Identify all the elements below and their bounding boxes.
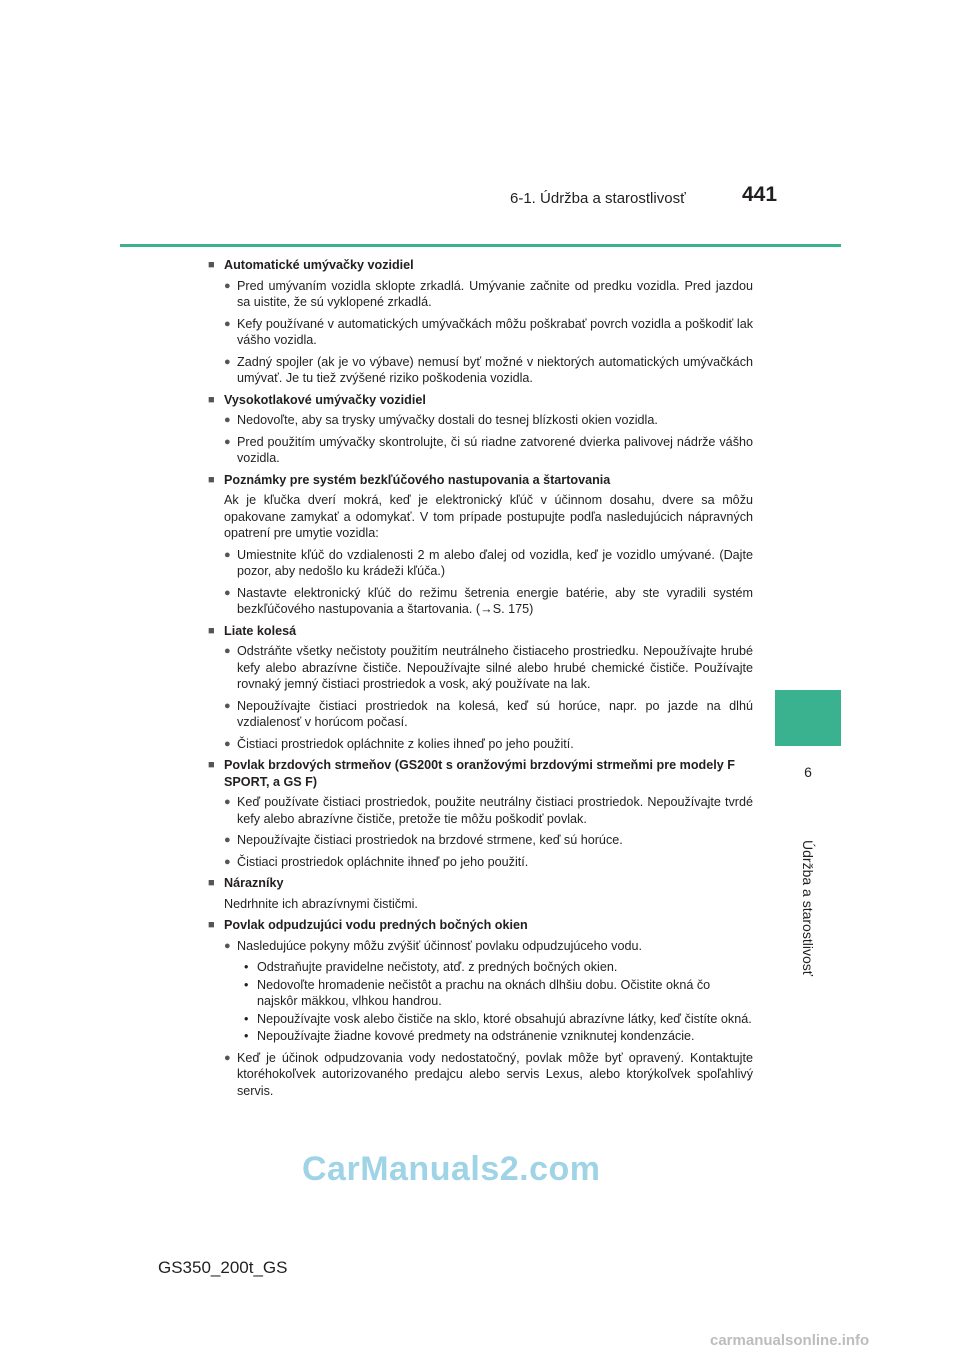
section-heading: ■ Nárazníky [208,876,284,890]
list-item: ● Nastavte elektronický kľúč do režimu šetrenia energie batérie, aby ste vyradili systém bezkľúčového nastupovania a štartovania. (→S. 175) [224,585,753,616]
circle-bullet-icon: ● [224,355,231,368]
sub-list-item: • Nepoužívajte vosk alebo čističe na sklo, ktoré obsahujú abrazívne látky, keď čistíte okná. [244,1011,752,1026]
paragraph: Ak je kľučka dverí mokrá, keď je elektronický kľúč v účinnom dosahu, dvere sa môžu opakovane zamykať a odomykať. V tom prípade postupujte podľa nasledujúcich nápravných opatrení pre umytie vozidla: [224,493,753,540]
list-item: ● Nasledujúce pokyny môžu zvýšiť účinnosť povlaku odpudzujúceho vodu. [224,938,642,953]
section-heading: ■ Automatické umývačky vozidiel [208,258,414,272]
square-bullet-icon: ■ [208,259,215,271]
section-heading: ■ Poznámky pre systém bezkľúčového nastupovania a štartovania [208,472,611,487]
circle-bullet-icon: ● [224,435,231,448]
list-item: ● Keď používate čistiaci prostriedok, použite neutrálny čistiaci prostriedok. Nepoužívajte tvrdé kefy alebo abrazívne čističe, pretože tie môžu poškodiť povlak. [224,795,753,826]
square-bullet-icon: ■ [208,473,215,486]
square-bullet-icon: ■ [208,877,215,889]
circle-bullet-icon: ● [224,699,231,712]
paragraph: Nedrhnite ich abrazívnymi čističmi. [224,896,418,911]
list-item: ● Čistiaci prostriedok opláchnite z kolies ihneď po jeho použití. [224,736,574,751]
list-item: ● Nedovoľte, aby sa trysky umývačky dostali do tesnej blízkosti okien vozidla. [224,413,658,427]
list-item: ● Keď je účinok odpudzovania vody nedostatočný, povlak môže byť opravený. Kontaktujte ktoréhokoľvek autorizovaného predajcu alebo servis Lexus, alebo ktorýkoľvek spoľahlivý servis. [224,1050,753,1098]
watermark-logo: CarManuals2.com [302,1150,601,1188]
square-bullet-icon: ■ [208,393,215,406]
circle-bullet-icon: ● [224,548,231,561]
circle-bullet-icon: ● [224,855,231,868]
circle-bullet-icon: ● [224,279,231,292]
square-bullet-icon: ■ [208,624,215,637]
page-content [208,255,753,1104]
page-number: 441 [742,183,778,206]
sub-list-item: • Nepoužívajte žiadne kovové predmety na odstránenie vzniknutej kondenzácie. [244,1029,695,1043]
section-heading: ■ Povlak odpudzujúci vodu predných bočných okien [208,918,528,932]
sub-list-item: • Odstraňujte pravidelne nečistoty, atď. z predných bočných okien. [244,960,618,974]
header-divider [120,244,841,247]
footer-model-code: GS350_200t_GS [158,1258,288,1277]
list-item: ● Čistiaci prostriedok opláchnite ihneď po jeho použití. [224,854,529,869]
circle-bullet-icon: ● [224,737,231,750]
list-item: ● Nepoužívajte čistiaci prostriedok na kolesá, keď sú horúce, napr. po jazde na dlhú vzdialenosť v horúcom počasí. [224,698,753,729]
list-item: ● Pred použitím umývačky skontrolujte, či sú riadne zatvorené dvierka palivovej nádrže vášho vozidla. [224,434,753,465]
circle-bullet-icon: ● [224,796,231,808]
section-heading: ■ Liate kolesá [208,623,297,638]
circle-bullet-icon: ● [224,317,231,330]
circle-bullet-icon: ● [224,939,231,952]
circle-bullet-icon: ● [224,414,231,426]
circle-bullet-icon: ● [224,834,231,846]
sub-list-item: • Nedovoľte hromadenie nečistôt a prachu na oknách dlhšiu dobu. Očistite okná čo najskôr mäkkou, vlhkou handrou. [244,977,711,1008]
corner-watermark: carmanualsonline.info [710,1332,870,1349]
circle-bullet-icon: ● [224,586,231,599]
section-title: 6-1. Údržba a starostlivosť [510,190,686,207]
chapter-number: 6 [804,764,812,780]
list-item: ● Nepoužívajte čistiaci prostriedok na brzdové strmene, keď sú horúce. [224,833,623,847]
circle-bullet-icon: ● [224,645,231,657]
chapter-tab [775,690,841,746]
list-item: ● Umiestnite kľúč do vzdialenosti 2 m alebo ďalej od vozidla, keď je vozidlo umývané. (Dajte pozor, aby nedošlo ku krádeži kľúča.) [224,547,753,578]
list-item: ● Kefy používané v automatických umývačkách môžu poškrabať povrch vozidla a poškodiť lak vášho vozidla. [224,316,753,347]
list-item: ● Zadný spojler (ak je vo výbave) nemusí byť možné v niektorých automatických umývačkách umývať. Je tu tiež zvýšené riziko poškodenia vozidla. [224,354,753,385]
list-item: ● Pred umývaním vozidla sklopte zrkadlá. Umývanie začnite od predku vozidla. Pred jazdou sa uistite, že sú vyklopené zrkadlá. [224,278,753,309]
square-bullet-icon: ■ [208,919,215,931]
chapter-label: Údržba a starostlivosť [800,840,816,976]
section-heading: ■ Povlak brzdových strmeňov (GS200t s oranžovými brzdovými strmeňmi pre modely F SPORT, a GS F) [208,758,735,789]
section-heading: ■ Vysokotlakové umývačky vozidiel [208,392,426,407]
circle-bullet-icon: ● [224,1051,231,1064]
square-bullet-icon: ■ [208,759,215,771]
list-item: ● Odstráňte všetky nečistoty použitím neutrálneho čistiaceho prostriedku. Nepoužívajte hrubé kefy alebo abrazívne čističe. Nepoužívajte silné alebo hrubé chemické čističe. Používajte rovnaký jemný čistiaci prostriedok a vosk, aký používate na lak. [224,644,753,691]
